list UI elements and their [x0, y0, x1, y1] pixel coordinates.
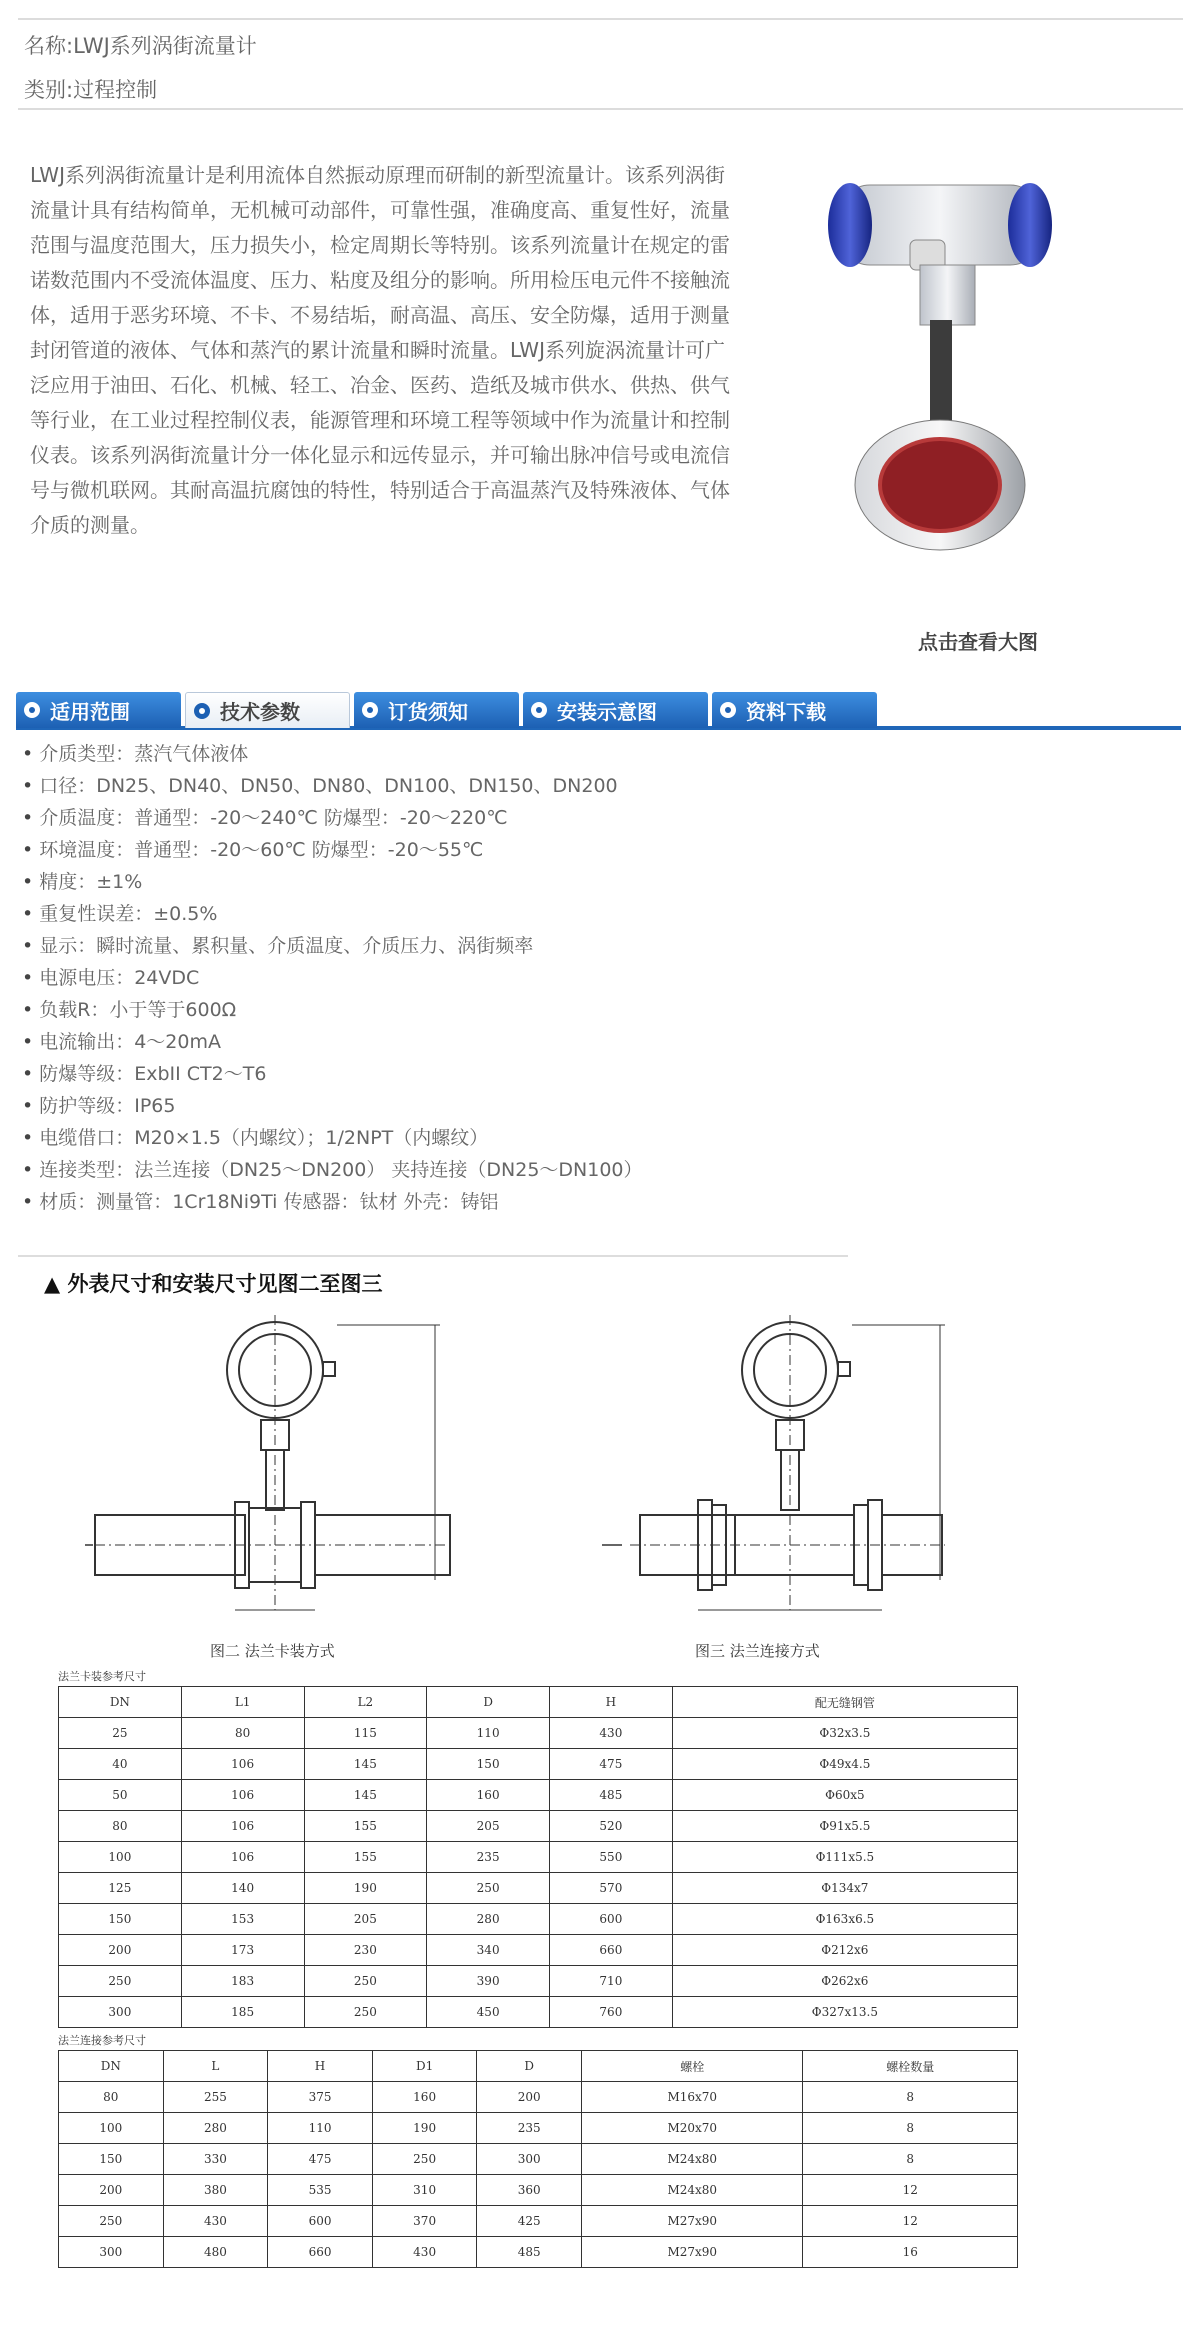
table-cell: 8: [803, 2082, 1018, 2113]
spec-item: • 防护等级：IP65: [22, 1090, 643, 1122]
table-cell: 300: [59, 2237, 164, 2268]
table-cell: 125: [59, 1873, 182, 1904]
table-header-cell: DN: [59, 1687, 182, 1718]
spec-item: • 口径：DN25、DN40、DN50、DN80、DN100、DN150、DN200: [22, 770, 643, 802]
table-cell: M24x80: [582, 2175, 803, 2206]
table-cell: 106: [181, 1780, 304, 1811]
table-cell: 50: [59, 1780, 182, 1811]
table-cell: 310: [372, 2175, 477, 2206]
table-header-row: [59, 1687, 1018, 1718]
tab-bullet-icon: [362, 702, 378, 718]
table-cell: 185: [181, 1997, 304, 2028]
flange-clamp-dimension-table: [58, 1686, 1018, 2028]
table-cell: 200: [59, 2175, 164, 2206]
table-cell: 150: [59, 2144, 164, 2175]
table-cell: 250: [59, 1966, 182, 1997]
table-row: [59, 1842, 1018, 1873]
table-header-cell: H: [550, 1687, 673, 1718]
tab-installation-diagram[interactable]: 安装示意图: [523, 692, 708, 728]
table-cell: 110: [268, 2113, 373, 2144]
table-cell: 12: [803, 2206, 1018, 2237]
table-cell: 570: [550, 1873, 673, 1904]
spec-list: [22, 738, 643, 1218]
table-header-cell: L: [163, 2051, 268, 2082]
spec-item: • 负载R：小于等于600Ω: [22, 994, 643, 1026]
spec-item: • 环境温度：普通型：-20～60℃ 防爆型：-20～55℃: [22, 834, 643, 866]
table-row: [59, 1873, 1018, 1904]
figure-3-drawing: [600, 1310, 970, 1630]
table-cell: Φ163x6.5: [672, 1904, 1017, 1935]
spec-item: • 显示：瞬时流量、累积量、介质温度、介质压力、涡街频率: [22, 930, 643, 962]
spec-item: • 防爆等级：ExbII CT2～T6: [22, 1058, 643, 1090]
table-cell: 250: [59, 2206, 164, 2237]
table-cell: 710: [550, 1966, 673, 1997]
product-name: 名称:LWJ系列涡街流量计: [24, 34, 257, 58]
figure-3-caption: 图三 法兰连接方式: [695, 1642, 820, 1660]
table-cell: M20x70: [582, 2113, 803, 2144]
product-image[interactable]: [815, 165, 1065, 560]
table-cell: 485: [550, 1780, 673, 1811]
table-cell: 205: [427, 1811, 550, 1842]
spec-item: • 电缆借口：M20×1.5（内螺纹）；1/2NPT（内螺纹）: [22, 1122, 643, 1154]
table-row: [59, 2082, 1018, 2113]
table-cell: 475: [550, 1749, 673, 1780]
table-cell: Φ212x6: [672, 1935, 1017, 1966]
drawing-divider: [18, 1255, 848, 1257]
table-cell: Φ134x7: [672, 1873, 1017, 1904]
table-cell: 520: [550, 1811, 673, 1842]
table-cell: 205: [304, 1904, 427, 1935]
table-cell: Φ262x6: [672, 1966, 1017, 1997]
table-row: [59, 2144, 1018, 2175]
table-cell: 140: [181, 1873, 304, 1904]
table-row: [59, 1997, 1018, 2028]
table-cell: 145: [304, 1749, 427, 1780]
table-cell: 200: [477, 2082, 582, 2113]
table-cell: 173: [181, 1935, 304, 1966]
table-cell: 155: [304, 1842, 427, 1873]
spec-item: • 电源电压：24VDC: [22, 962, 643, 994]
table-cell: 230: [304, 1935, 427, 1966]
table-cell: 250: [304, 1997, 427, 2028]
table-row: [59, 1935, 1018, 1966]
table-cell: 115: [304, 1718, 427, 1749]
table-cell: 250: [372, 2144, 477, 2175]
tab-bullet-icon: [194, 703, 210, 719]
table-cell: M24x80: [582, 2144, 803, 2175]
table-header-cell: D1: [372, 2051, 477, 2082]
top-divider: [18, 18, 1183, 20]
table-cell: M27x90: [582, 2237, 803, 2268]
table-cell: 80: [59, 2082, 164, 2113]
table-header-cell: 配无缝钢管: [672, 1687, 1017, 1718]
table-header-cell: L2: [304, 1687, 427, 1718]
tab-downloads[interactable]: 资料下载: [712, 692, 877, 728]
table-cell: 106: [181, 1749, 304, 1780]
table-cell: M27x90: [582, 2206, 803, 2237]
table-cell: 480: [163, 2237, 268, 2268]
tab-technical-params[interactable]: 技术参数: [185, 692, 350, 728]
table-cell: 280: [427, 1904, 550, 1935]
figure-2-caption: 图二 法兰卡装方式: [210, 1642, 335, 1660]
spec-item: • 介质类型：蒸汽气体液体: [22, 738, 643, 770]
table-cell: 660: [268, 2237, 373, 2268]
table-cell: 80: [59, 1811, 182, 1842]
tab-bullet-icon: [24, 702, 40, 718]
table-cell: 390: [427, 1966, 550, 1997]
table-cell: 760: [550, 1997, 673, 2028]
table-cell: 12: [803, 2175, 1018, 2206]
table-header-row: [59, 2051, 1018, 2082]
table-cell: 190: [372, 2113, 477, 2144]
table-cell: 250: [427, 1873, 550, 1904]
table-cell: 425: [477, 2206, 582, 2237]
spec-item: • 精度：±1%: [22, 866, 643, 898]
table-cell: 380: [163, 2175, 268, 2206]
product-description: LWJ系列涡街流量计是利用流体自然振动原理而研制的新型流量计。该系列涡街流量计具有结构简单，无机械可动部件，可靠性强，准确度高、重复性好，流量范围与温度范围大，压力损失小，检定周期长等特别。该系列流量计在规定的雷诺数范围内不受流体温度、压力、粘度及组分的影响。所用检压电元件不接触流体，适用于恶劣环境、不卡、不易结垢，耐高温、高压、安全防爆，适用于测量封闭管道的液体、气体和蒸汽的累计流量和瞬时流量。LWJ系列旋涡流量计可广泛应用于油田、石化、机械、轻工、冶金、医药、造纸及城市供水、供热、供气等行业，在工业过程控制仪表，能源管理和环境工程等领域中作为流量计和控制仪表。该系列涡街流量计分一体化显示和远传显示，并可输出脉冲信号或电流信号与微机联网。其耐高温抗腐蚀的特性，特别适合于高温蒸汽及特殊液体、气体介质的测量。: [30, 163, 730, 537]
drawing-heading: ▲ 外表尺寸和安装尺寸见图二至图三: [44, 1272, 383, 1296]
product-category: 类别:过程控制: [24, 78, 158, 102]
table-cell: 360: [477, 2175, 582, 2206]
table-cell: 155: [304, 1811, 427, 1842]
table-row: [59, 2113, 1018, 2144]
table-2-caption: 法兰连接参考尺寸: [58, 2034, 146, 2047]
table-row: [59, 1904, 1018, 1935]
table-row: [59, 1780, 1018, 1811]
table-header-cell: D: [427, 1687, 550, 1718]
table-1-caption: 法兰卡装参考尺寸: [58, 1670, 146, 1683]
table-cell: 8: [803, 2144, 1018, 2175]
table-cell: 600: [550, 1904, 673, 1935]
table-row: [59, 2237, 1018, 2268]
table-cell: 430: [372, 2237, 477, 2268]
table-cell: 600: [268, 2206, 373, 2237]
table-cell: 106: [181, 1811, 304, 1842]
table-cell: 330: [163, 2144, 268, 2175]
table-cell: 190: [304, 1873, 427, 1904]
spec-item: • 材质：测量管：1Cr18Ni9Ti 传感器：钛材 外壳：铸铝: [22, 1186, 643, 1218]
table-cell: 150: [427, 1749, 550, 1780]
table-cell: 145: [304, 1780, 427, 1811]
table-cell: M16x70: [582, 2082, 803, 2113]
table-cell: 160: [427, 1780, 550, 1811]
table-cell: 660: [550, 1935, 673, 1966]
table-cell: Φ60x5: [672, 1780, 1017, 1811]
table-cell: 375: [268, 2082, 373, 2113]
table-cell: Φ32x3.5: [672, 1718, 1017, 1749]
spec-item: • 连接类型：法兰连接（DN25～DN200） 夹持连接（DN25～DN100）: [22, 1154, 643, 1186]
table-cell: 450: [427, 1997, 550, 2028]
table-header-cell: D: [477, 2051, 582, 2082]
table-header-cell: 螺栓: [582, 2051, 803, 2082]
table-cell: 200: [59, 1935, 182, 1966]
meta-divider: [18, 108, 1183, 110]
table-row: [59, 1718, 1018, 1749]
table-cell: 235: [477, 2113, 582, 2144]
table-cell: 106: [181, 1842, 304, 1873]
tab-ordering-notes[interactable]: 订货须知: [354, 692, 519, 728]
tab-bullet-icon: [720, 702, 736, 718]
table-cell: 550: [550, 1842, 673, 1873]
table-cell: 100: [59, 2113, 164, 2144]
table-cell: 183: [181, 1966, 304, 1997]
spec-item: • 介质温度：普通型：-20～240℃ 防爆型：-20～220℃: [22, 802, 643, 834]
table-cell: 235: [427, 1842, 550, 1873]
table-cell: 485: [477, 2237, 582, 2268]
table-cell: 25: [59, 1718, 182, 1749]
table-cell: 250: [304, 1966, 427, 1997]
table-row: [59, 1749, 1018, 1780]
table-cell: 153: [181, 1904, 304, 1935]
view-large-image-link[interactable]: 点击查看大图: [918, 630, 1038, 654]
table-cell: 8: [803, 2113, 1018, 2144]
table-cell: 40: [59, 1749, 182, 1780]
table-cell: 430: [550, 1718, 673, 1749]
table-cell: 150: [59, 1904, 182, 1935]
table-row: [59, 1966, 1018, 1997]
tab-bullet-icon: [531, 702, 547, 718]
table-cell: 100: [59, 1842, 182, 1873]
table-header-cell: 螺栓数量: [803, 2051, 1018, 2082]
table-header-cell: DN: [59, 2051, 164, 2082]
table-cell: Φ111x5.5: [672, 1842, 1017, 1873]
table-header-cell: L1: [181, 1687, 304, 1718]
figure-2-drawing: [85, 1310, 465, 1630]
table-cell: 535: [268, 2175, 373, 2206]
table-cell: 300: [59, 1997, 182, 2028]
tab-application[interactable]: 适用范围: [16, 692, 181, 728]
table-cell: Φ49x4.5: [672, 1749, 1017, 1780]
spec-item: • 重复性误差：±0.5%: [22, 898, 643, 930]
table-header-cell: H: [268, 2051, 373, 2082]
table-cell: 280: [163, 2113, 268, 2144]
table-cell: 16: [803, 2237, 1018, 2268]
flange-connection-dimension-table: [58, 2050, 1018, 2268]
table-cell: 340: [427, 1935, 550, 1966]
table-row: [59, 2175, 1018, 2206]
table-cell: Φ327x13.5: [672, 1997, 1017, 2028]
table-row: [59, 1811, 1018, 1842]
table-cell: 430: [163, 2206, 268, 2237]
table-row: [59, 2206, 1018, 2237]
table-cell: 110: [427, 1718, 550, 1749]
table-cell: Φ91x5.5: [672, 1811, 1017, 1842]
table-cell: 80: [181, 1718, 304, 1749]
table-cell: 370: [372, 2206, 477, 2237]
table-cell: 160: [372, 2082, 477, 2113]
table-cell: 255: [163, 2082, 268, 2113]
table-cell: 300: [477, 2144, 582, 2175]
spec-item: • 电流输出：4～20mA: [22, 1026, 643, 1058]
table-cell: 475: [268, 2144, 373, 2175]
